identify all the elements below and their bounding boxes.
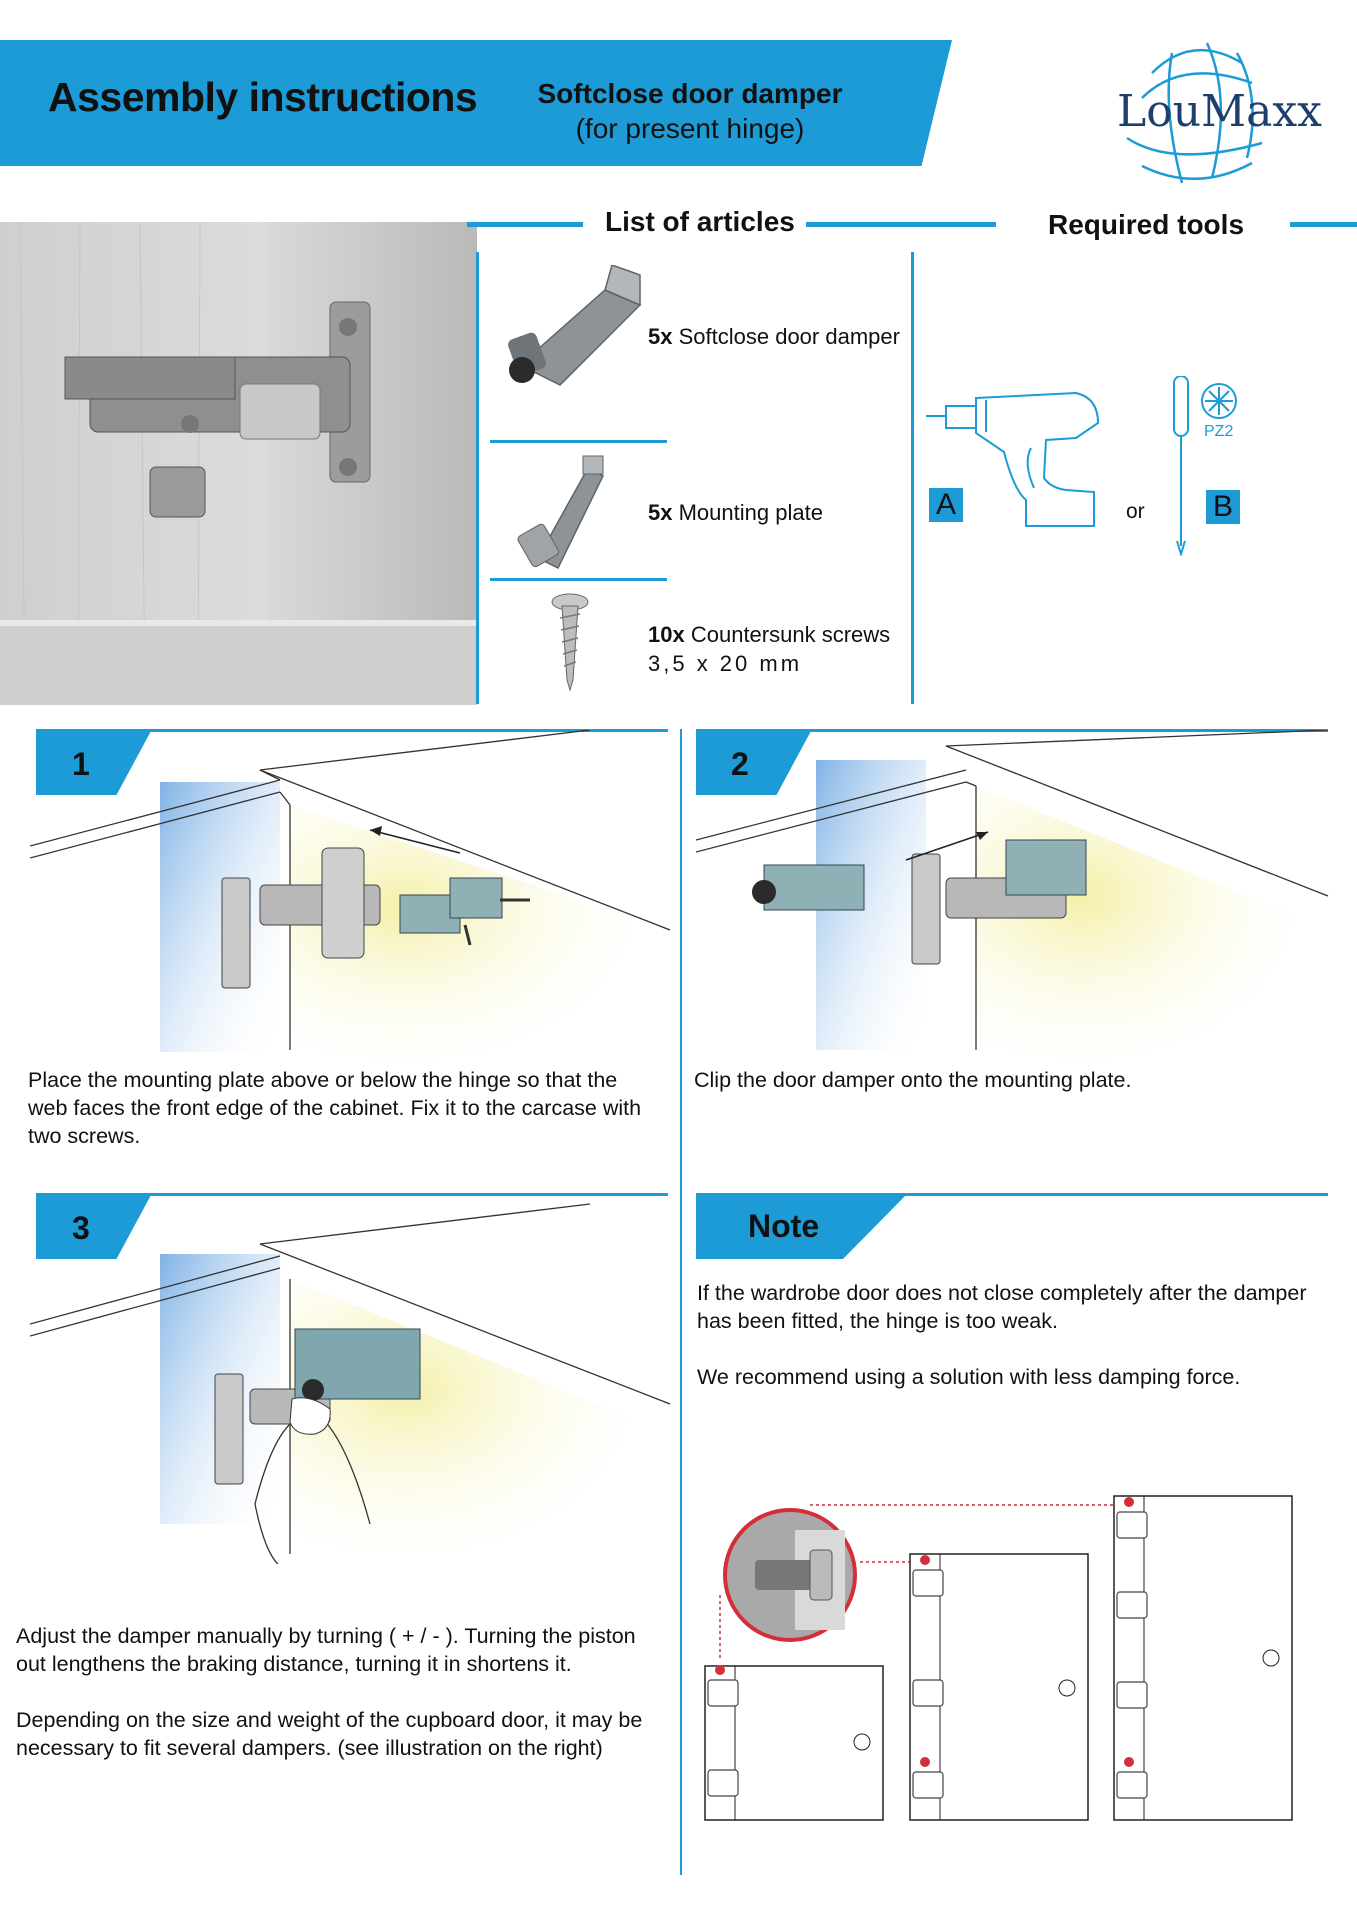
step-text-line: Clip the door damper onto the mounting plate. xyxy=(694,1068,1132,1092)
step-text-line: out lengthens the braking distance, turning it in shortens it. xyxy=(16,1652,572,1676)
articles-divider-right xyxy=(911,252,914,704)
article-detail: 3,5 x 20 mm xyxy=(648,651,803,676)
tool-b-label: B xyxy=(1206,490,1240,524)
note-text-line: has been fitted, the hinge is too weak. xyxy=(697,1309,1058,1333)
articles-heading: List of articles xyxy=(605,206,795,237)
door-size-diagram xyxy=(700,1490,1300,1830)
step-3-illustration xyxy=(30,1194,670,1564)
articles-row-divider xyxy=(490,440,667,443)
screw-icon xyxy=(540,590,600,695)
article-qty: 5x xyxy=(648,324,673,349)
articles-heading-line-right xyxy=(806,222,996,227)
step-1-text xyxy=(28,1066,641,1150)
step-3-text xyxy=(16,1622,642,1762)
step-text-line: web faces the front edge of the cabinet. Fix it to the carcase with xyxy=(28,1096,642,1120)
product-name: Softclose door damper xyxy=(537,78,843,109)
step-2-number: 2 xyxy=(731,746,749,782)
step-text-line: Depending on the size and weight of the cupboard door, it may be xyxy=(16,1708,643,1732)
articles-heading-line-left xyxy=(467,222,583,227)
mounting-plate-icon xyxy=(508,448,618,578)
step-text-line: Adjust the damper manually by turning ( + / - ). Turning the piston xyxy=(16,1624,636,1648)
article-damper xyxy=(648,322,900,351)
column-divider xyxy=(680,729,682,1875)
step-text-spacer xyxy=(16,1678,642,1706)
bit-label: PZ2 xyxy=(1204,423,1234,440)
tool-a-label: A xyxy=(929,488,963,522)
article-label: Countersunk screws xyxy=(690,622,891,647)
step-text-line: Place the mounting plate above or below the hinge so that the xyxy=(28,1068,618,1092)
note-heading: Note xyxy=(748,1208,820,1244)
step-text-line: necessary to fit several dampers. (see illustration on the right) xyxy=(16,1736,603,1760)
note-text-line: If the wardrobe door does not close completely after the damper xyxy=(697,1281,1307,1305)
brand-logo: LouMaxx xyxy=(1117,86,1322,137)
step-text-line: two screws. xyxy=(28,1124,141,1148)
tools-heading-line xyxy=(1290,222,1357,227)
article-label: Softclose door damper xyxy=(678,324,900,349)
step-2-illustration xyxy=(696,730,1331,1060)
hinge-photo xyxy=(0,222,477,705)
screwdriver-icon xyxy=(1162,376,1242,556)
article-qty: 10x xyxy=(648,622,685,647)
note-text-spacer xyxy=(697,1335,1307,1363)
page-title: Assembly instructions xyxy=(48,74,478,120)
article-qty: 5x xyxy=(648,500,673,525)
articles-row-divider xyxy=(490,578,667,581)
step-1-illustration xyxy=(30,730,670,1060)
note-text-line: We recommend using a solution with less damping force. xyxy=(697,1365,1241,1389)
product-note: (for present hinge) xyxy=(575,113,805,144)
article-mounting-plate xyxy=(648,498,823,527)
damper-icon xyxy=(500,265,650,405)
step-3-number: 3 xyxy=(72,1210,90,1246)
article-screws xyxy=(648,620,890,678)
tools-heading: Required tools xyxy=(1048,209,1245,240)
note-text xyxy=(697,1279,1307,1391)
step-1-number: 1 xyxy=(72,746,90,782)
articles-divider-left xyxy=(476,252,479,704)
step-2-text xyxy=(694,1066,1131,1094)
article-label: Mounting plate xyxy=(678,500,823,525)
tools-or: or xyxy=(1126,500,1145,523)
